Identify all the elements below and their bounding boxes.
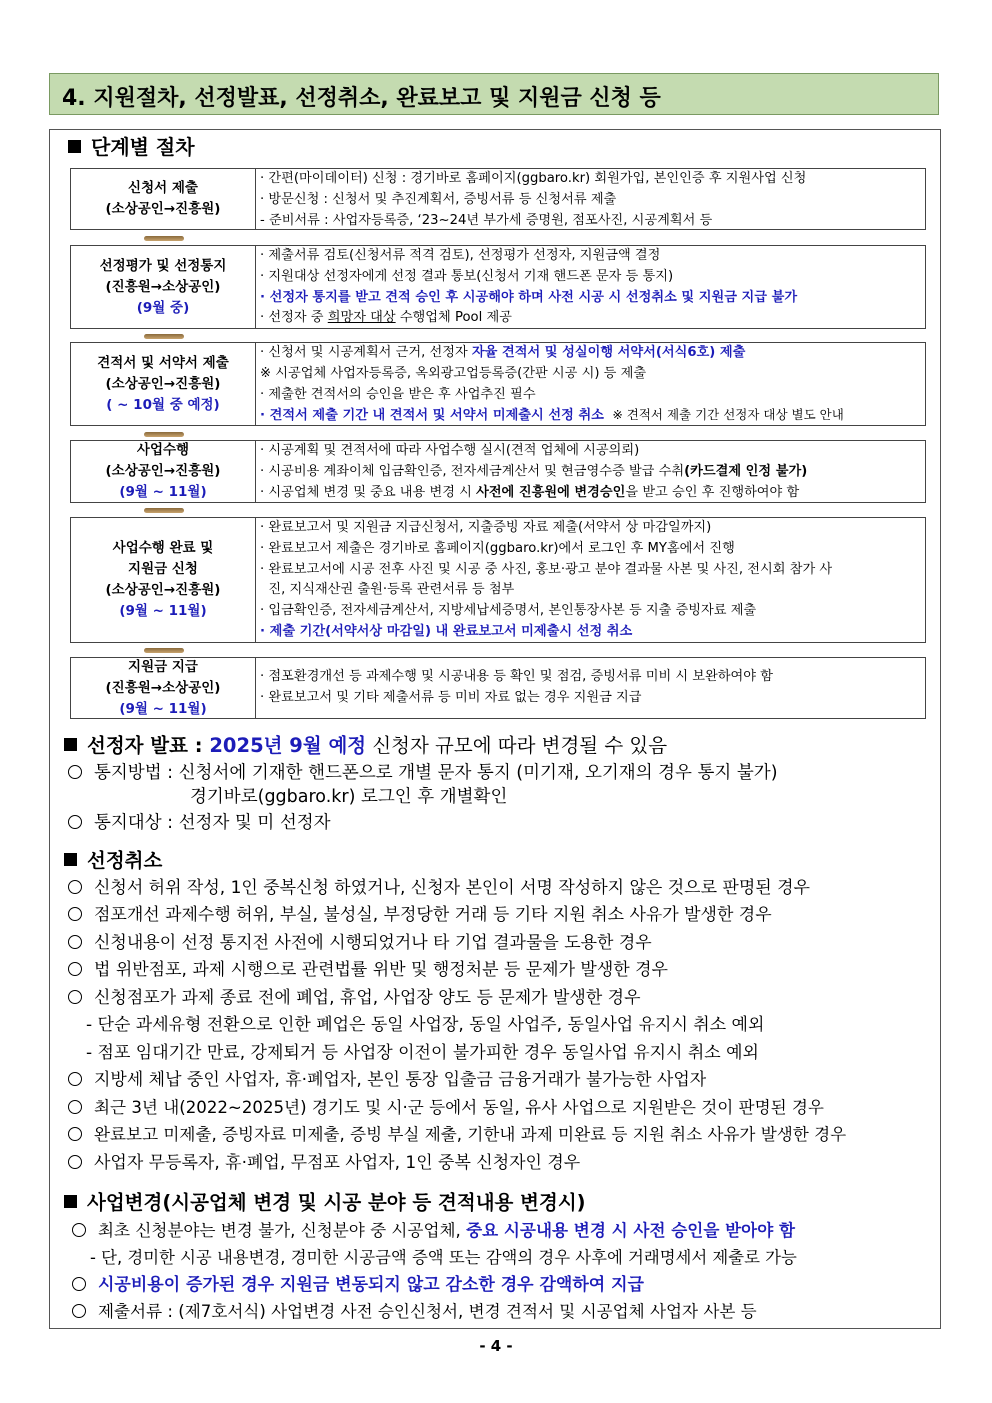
step-line: · 지원대상 선정자에게 선정 결과 통보(신청서 기재 핸드폰 문자 등 통지) (260, 268, 674, 284)
step-flow: (진흥원→소상공인) (105, 278, 221, 295)
step-flow: (소상공인→진흥원) (105, 201, 221, 217)
step-line: · 선정자 통지를 받고 견적 승인 후 시공해야 하며 사전 시공 시 선정취소 및 지원금 지급 불가 (260, 289, 798, 305)
circle-bullet-icon (72, 1304, 86, 1318)
section-title-bar (49, 73, 939, 115)
announcement-item-cont: 경기바로(ggbaro.kr) 로그인 후 개별확인 (190, 787, 508, 807)
flow-arrow-icon (144, 648, 184, 653)
square-bullet-icon (64, 738, 77, 751)
circle-bullet-icon (68, 1127, 82, 1141)
announcement-heading: 선정자 발표 : 2025년 9월 예정 신청자 규모에 따라 변경될 수 있음 (64, 730, 667, 758)
step-application (70, 168, 926, 230)
cancellation-item: 점포개선 과제수행 허위, 부실, 불성실, 부정당한 거래 등 기타 지원 취소 사유가 발생한 경우 (68, 903, 772, 927)
step-evaluation (70, 245, 926, 329)
step-execution (70, 440, 926, 503)
cancellation-subitem: - 점포 임대기간 만료, 강제퇴거 등 사업장 이전이 불가피한 경우 동일사업 유지시 취소 예외 (86, 1043, 759, 1063)
flow-arrow-icon (144, 432, 184, 437)
step-name: 사업수행 완료 및 (112, 540, 214, 556)
step-line: · 시공비용 계좌이체 입금확인증, 전자세금계산서 및 현금영수증 발급 수취(카드결제 인정 불가) (260, 463, 808, 479)
step-flow: (진흥원→소상공인) (105, 679, 221, 696)
step-payment (70, 657, 926, 719)
cancellation-item: 사업자 무등록자, 휴·폐업, 무점포 사업자, 1인 중복 신청자인 경우 (68, 1151, 580, 1175)
step-line: · 간편(마이데이터) 신청 : 경기바로 홈페이지(ggbaro.kr) 회원가입, 본인인증 후 지원사업 신청 (260, 171, 807, 186)
circle-bullet-icon (68, 1072, 82, 1086)
circle-bullet-icon (68, 1100, 82, 1114)
change-item: 최초 신청분야는 변경 불가, 신청분야 중 시공업체, 중요 시공내용 변경 시 사전 승인을 받아야 함 (72, 1219, 795, 1243)
cancellation-item: 신청서 허위 작성, 1인 중복신청 하였거나, 신청자 본인이 서명 작성하지 않은 것으로 판명된 경우 (68, 876, 810, 900)
change-subitem: - 단, 경미한 시공 내용변경, 경미한 시공금액 증액 또는 감액의 경우 사후에 거래명세서 제출로 가능 (90, 1248, 797, 1267)
cancellation-subitem: - 단순 과세유형 전환으로 인한 폐업은 동일 사업장, 동일 사업주, 동일사업 유지시 취소 예외 (86, 1015, 765, 1035)
cancellation-item: 신청내용이 선정 통지전 사전에 시행되었거나 타 기업 결과물을 도용한 경우 (68, 931, 652, 955)
circle-bullet-icon (72, 1277, 86, 1291)
cancellation-item: 법 위반점포, 과제 시행으로 관련법률 위반 및 행정처분 등 문제가 발생한 경우 (68, 958, 668, 982)
step-flow: (소상공인→진흥원) (105, 463, 221, 479)
step-line: · 신청서 및 시공계획서 근거, 선정자 자율 견적서 및 성실이행 서약서(서식6호) 제출 (260, 345, 746, 360)
step-line: · 완료보고서 제출은 경기바로 홈페이지(ggbaro.kr)에서 로그인 후 MY홈에서 진행 (260, 540, 735, 556)
flow-arrow-icon (144, 236, 184, 241)
step-line: 진, 지식재산권 출원·등록 관련서류 등 첨부 (260, 582, 515, 598)
circle-bullet-icon (68, 907, 82, 921)
circle-bullet-icon (68, 815, 82, 829)
step-line: ※ 시공업체 사업자등록증, 옥외광고업등록증(간판 시공 시) 등 제출 (260, 365, 647, 381)
step-line: · 입금확인증, 전자세금계산서, 지방세납세증명서, 본인통장사본 등 지출 증빙자료 제출 (260, 603, 757, 619)
step-line: · 제출한 견적서의 승인을 받은 후 사업추진 필수 (260, 386, 536, 402)
procedure-heading: 단계별 절차 (68, 131, 195, 160)
step-line: · 제출서류 검토(신청서류 적격 검토), 선정평가 선정자, 지원금액 결정 (260, 248, 661, 263)
step-line: · 완료보고서에 시공 전후 사진 및 시공 중 사진, 홍보·광고 분야 결과물 사본 및 사진, 전시회 참가 사 (260, 561, 833, 577)
step-line: · 완료보고서 및 기타 제출서류 등 미비 자료 없는 경우 지원금 지급 (260, 690, 642, 705)
step-period: ( ~ 10월 중 예정) (106, 396, 220, 413)
cancellation-heading: 선정취소 (64, 845, 162, 873)
section-title: 4. 지원절차, 선정발표, 선정취소, 완료보고 및 지원금 신청 등 (62, 86, 661, 111)
step-name-2: 지원금 신청 (128, 561, 198, 577)
step-line: · 시공계획 및 견적서에 따라 사업수행 실시(견적 업체에 시공의뢰) (260, 443, 640, 458)
cancellation-item: 완료보고 미제출, 증빙자료 미제출, 증빙 부실 제출, 기한내 과제 미완료 등 지원 취소 사유가 발생한 경우 (68, 1123, 846, 1147)
circle-bullet-icon (68, 1155, 82, 1169)
step-line: · 완료보고서 및 지원금 지급신청서, 지출증빙 자료 제출(서약서 상 마감일까지) (260, 520, 712, 535)
circle-bullet-icon (68, 880, 82, 894)
step-name: 견적서 및 서약서 제출 (97, 354, 229, 371)
flow-arrow-icon (144, 334, 184, 339)
page-number: - 4 - (479, 1337, 513, 1355)
flow-arrow-icon (144, 508, 184, 513)
circle-bullet-icon (72, 1223, 86, 1237)
circle-bullet-icon (68, 935, 82, 949)
step-name: 사업수행 (136, 442, 190, 458)
step-name: 선정평가 및 선정통지 (99, 257, 227, 274)
step-period: (9월 ~ 11월) (119, 700, 207, 717)
change-item: 시공비용이 증가된 경우 지원금 변동되지 않고 감소한 경우 감액하여 지급 (72, 1273, 644, 1297)
circle-bullet-icon (68, 962, 82, 976)
step-flow: (소상공인→진흥원) (105, 582, 221, 598)
step-line: · 선정자 중 희망자 대상 수행업체 Pool 제공 (260, 310, 512, 326)
step-flow: (소상공인→진흥원) (105, 375, 221, 392)
circle-bullet-icon (68, 990, 82, 1004)
step-period: (9월 ~ 11월) (119, 603, 207, 619)
square-bullet-icon (64, 853, 77, 866)
step-period: (9월 ~ 11월) (119, 484, 207, 500)
square-bullet-icon (68, 140, 81, 153)
step-line: · 시공업체 변경 및 중요 내용 변경 시 사전에 진흥원에 변경승인을 받고 승인 후 진행하여야 함 (260, 484, 800, 500)
step-name: 지원금 지급 (128, 658, 198, 675)
change-item: 제출서류 : (제7호서식) 사업변경 사전 승인신청서, 변경 견적서 및 시공업체 사업자 사본 등 (72, 1300, 757, 1324)
cancellation-item: 신청점포가 과제 종료 전에 폐업, 휴업, 사업장 양도 등 문제가 발생한 경우 (68, 986, 641, 1010)
announcement-item: 통지방법 : 신청서에 기재한 핸드폰으로 개별 문자 통지 (미기재, 오기재의 경우 통지 불가) (68, 761, 778, 785)
square-bullet-icon (64, 1195, 77, 1208)
step-completion (70, 517, 926, 643)
step-line: · 제출 기간(서약서상 마감일) 내 완료보고서 미제출시 선정 취소 (260, 623, 633, 639)
step-estimate (70, 342, 926, 426)
circle-bullet-icon (68, 765, 82, 779)
step-period: (9월 중) (136, 299, 190, 316)
step-line: · 견적서 제출 기간 내 견적서 및 서약서 미제출시 선정 취소 ※ 견적서 제출 기간 선정자 대상 별도 안내 (260, 407, 844, 424)
announcement-item: 통지대상 : 선정자 및 미 선정자 (68, 811, 331, 835)
step-line: · 점포환경개선 등 과제수행 및 시공내용 등 확인 및 점검, 증빙서류 미비 시 보완하여야 함 (260, 669, 773, 685)
change-heading: 사업변경(시공업체 변경 및 시공 분야 등 견적내용 변경시) (64, 1187, 586, 1215)
cancellation-item: 지방세 체납 중인 사업자, 휴·폐업자, 본인 통장 입출금 금융거래가 불가능한 사업자 (68, 1068, 706, 1092)
step-line: - 준비서류 : 사업자등록증, ‘23~24년 부가세 증명원, 점포사진, 시공계획서 등 (260, 212, 713, 228)
cancellation-item: 최근 3년 내(2022~2025년) 경기도 및 시·군 등에서 동일, 유사 사업으로 지원받은 것이 판명된 경우 (68, 1096, 824, 1120)
step-line: · 방문신청 : 신청서 및 추진계획서, 증빙서류 등 신청서류 제출 (260, 191, 617, 207)
step-name: 신청서 제출 (128, 180, 198, 196)
